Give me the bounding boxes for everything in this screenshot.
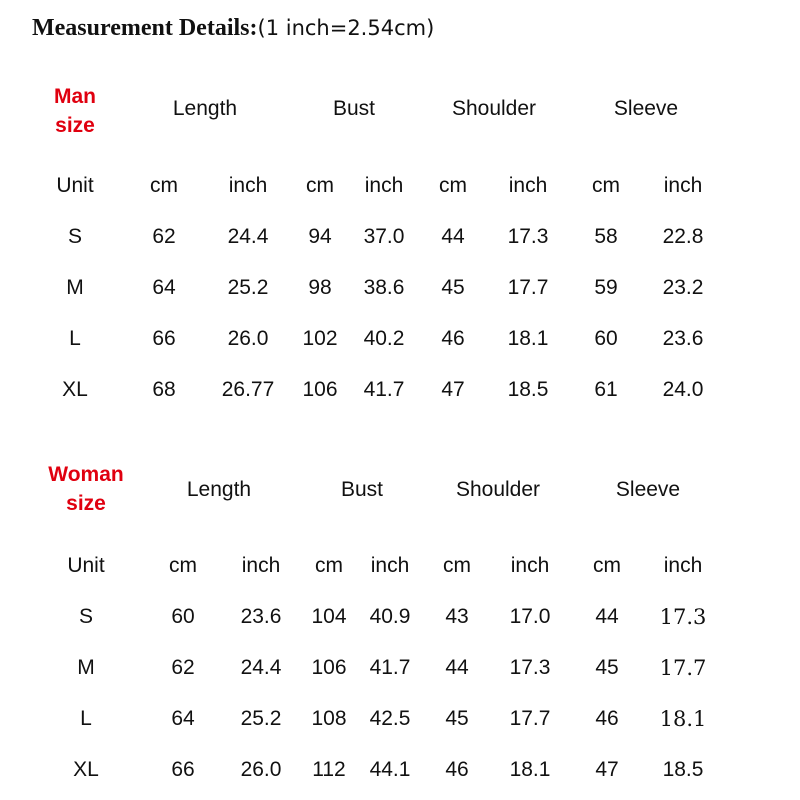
cell-size: S xyxy=(67,225,83,248)
cell-bust-inch: 42.5 xyxy=(369,707,411,730)
cell-shoulder-inch: 17.3 xyxy=(509,656,551,679)
unit-length-cm: cm xyxy=(150,174,178,197)
cell-sleeve-cm: 47 xyxy=(595,758,619,781)
unit-sleeve-cm: cm xyxy=(592,174,620,197)
size-label-line2: size xyxy=(55,114,95,137)
size-label-line1: Man xyxy=(54,85,96,108)
cell-length-cm: 66 xyxy=(152,327,176,350)
cell-shoulder-cm: 46 xyxy=(441,327,465,350)
cell-shoulder-inch: 18.5 xyxy=(507,378,549,401)
cell-sleeve-inch: 18.1 xyxy=(659,707,707,731)
header-bust: Bust xyxy=(340,478,384,501)
cell-size: S xyxy=(78,605,94,628)
size-label xyxy=(48,460,123,518)
cell-length-inch: 25.2 xyxy=(240,707,282,730)
cell-length-cm: 64 xyxy=(152,276,176,299)
size-label xyxy=(54,82,96,140)
header-length: Length xyxy=(186,478,252,501)
cell-length-inch: 23.6 xyxy=(240,605,282,628)
cell-bust-inch: 40.9 xyxy=(369,605,411,628)
size-label-line1: Woman xyxy=(48,463,124,486)
cell-sleeve-inch: 17.3 xyxy=(659,605,707,629)
unit-label: Unit xyxy=(56,174,94,197)
unit-shoulder-inch: inch xyxy=(510,554,550,577)
unit-length-cm: cm xyxy=(169,554,197,577)
unit-shoulder-cm: cm xyxy=(443,554,471,577)
title-text: Measurement Details: xyxy=(32,15,258,41)
cell-length-inch: 26.0 xyxy=(240,758,282,781)
cell-sleeve-inch: 23.6 xyxy=(662,327,704,350)
cell-shoulder-inch: 17.7 xyxy=(507,276,549,299)
cell-bust-inch: 38.6 xyxy=(363,276,405,299)
cell-shoulder-cm: 44 xyxy=(445,656,469,679)
cell-length-cm: 62 xyxy=(152,225,176,248)
cell-size: L xyxy=(69,327,81,350)
cell-size: M xyxy=(77,656,95,679)
cell-bust-inch: 44.1 xyxy=(369,758,411,781)
cell-bust-cm: 106 xyxy=(311,656,347,679)
cell-length-cm: 66 xyxy=(171,758,195,781)
cell-bust-inch: 40.2 xyxy=(363,327,405,350)
header-bust: Bust xyxy=(332,97,376,120)
cell-length-inch: 24.4 xyxy=(227,225,269,248)
cell-bust-inch: 37.0 xyxy=(363,225,405,248)
cell-sleeve-cm: 44 xyxy=(595,605,619,628)
cell-bust-cm: 108 xyxy=(311,707,347,730)
unit-length-inch: inch xyxy=(241,554,281,577)
unit-bust-inch: inch xyxy=(370,554,410,577)
cell-bust-cm: 112 xyxy=(312,758,346,781)
page-title xyxy=(32,14,434,42)
header-shoulder: Shoulder xyxy=(451,97,537,120)
header-shoulder: Shoulder xyxy=(455,478,541,501)
cell-length-inch: 24.4 xyxy=(240,656,282,679)
cell-size: L xyxy=(80,707,92,730)
unit-bust-cm: cm xyxy=(315,554,343,577)
cell-sleeve-inch: 23.2 xyxy=(662,276,704,299)
cell-sleeve-cm: 60 xyxy=(594,327,618,350)
cell-length-cm: 60 xyxy=(171,605,195,628)
conversion-note: (1 inch=2.54cm) xyxy=(257,16,435,40)
cell-length-cm: 68 xyxy=(152,378,176,401)
unit-bust-inch: inch xyxy=(364,174,404,197)
size-label-line2: size xyxy=(66,492,106,515)
cell-size: XL xyxy=(62,378,88,401)
cell-shoulder-cm: 46 xyxy=(445,758,469,781)
unit-sleeve-cm: cm xyxy=(593,554,621,577)
cell-sleeve-cm: 61 xyxy=(594,378,618,401)
header-sleeve: Sleeve xyxy=(613,97,679,120)
cell-shoulder-inch: 17.7 xyxy=(509,707,551,730)
cell-sleeve-inch: 17.7 xyxy=(659,656,707,680)
cell-sleeve-cm: 45 xyxy=(595,656,619,679)
cell-size: XL xyxy=(73,758,99,781)
header-sleeve: Sleeve xyxy=(615,478,681,501)
unit-length-inch: inch xyxy=(228,174,268,197)
unit-sleeve-inch: inch xyxy=(663,174,703,197)
cell-shoulder-cm: 45 xyxy=(445,707,469,730)
unit-bust-cm: cm xyxy=(306,174,334,197)
cell-sleeve-inch: 18.5 xyxy=(662,758,704,781)
unit-label: Unit xyxy=(67,554,105,577)
cell-length-cm: 62 xyxy=(171,656,195,679)
cell-sleeve-cm: 46 xyxy=(595,707,619,730)
cell-bust-cm: 104 xyxy=(311,605,347,628)
cell-shoulder-inch: 18.1 xyxy=(509,758,551,781)
cell-bust-cm: 94 xyxy=(308,225,332,248)
cell-bust-inch: 41.7 xyxy=(369,656,411,679)
cell-bust-cm: 106 xyxy=(302,378,338,401)
cell-shoulder-cm: 45 xyxy=(441,276,465,299)
cell-shoulder-cm: 43 xyxy=(445,605,469,628)
cell-bust-inch: 41.7 xyxy=(363,378,405,401)
cell-length-inch: 26.77 xyxy=(221,378,275,401)
cell-size: M xyxy=(66,276,84,299)
cell-sleeve-inch: 24.0 xyxy=(662,378,704,401)
cell-length-inch: 26.0 xyxy=(227,327,269,350)
cell-length-cm: 64 xyxy=(171,707,195,730)
header-length: Length xyxy=(172,97,238,120)
cell-sleeve-inch: 22.8 xyxy=(662,225,704,248)
cell-shoulder-inch: 17.0 xyxy=(509,605,551,628)
unit-shoulder-inch: inch xyxy=(508,174,548,197)
cell-shoulder-inch: 18.1 xyxy=(507,327,549,350)
cell-length-inch: 25.2 xyxy=(227,276,269,299)
cell-shoulder-cm: 44 xyxy=(441,225,465,248)
cell-bust-cm: 98 xyxy=(308,276,332,299)
unit-sleeve-inch: inch xyxy=(663,554,703,577)
cell-sleeve-cm: 59 xyxy=(594,276,618,299)
cell-sleeve-cm: 58 xyxy=(594,225,618,248)
cell-bust-cm: 102 xyxy=(302,327,338,350)
cell-shoulder-cm: 47 xyxy=(441,378,465,401)
unit-shoulder-cm: cm xyxy=(439,174,467,197)
cell-shoulder-inch: 17.3 xyxy=(507,225,549,248)
